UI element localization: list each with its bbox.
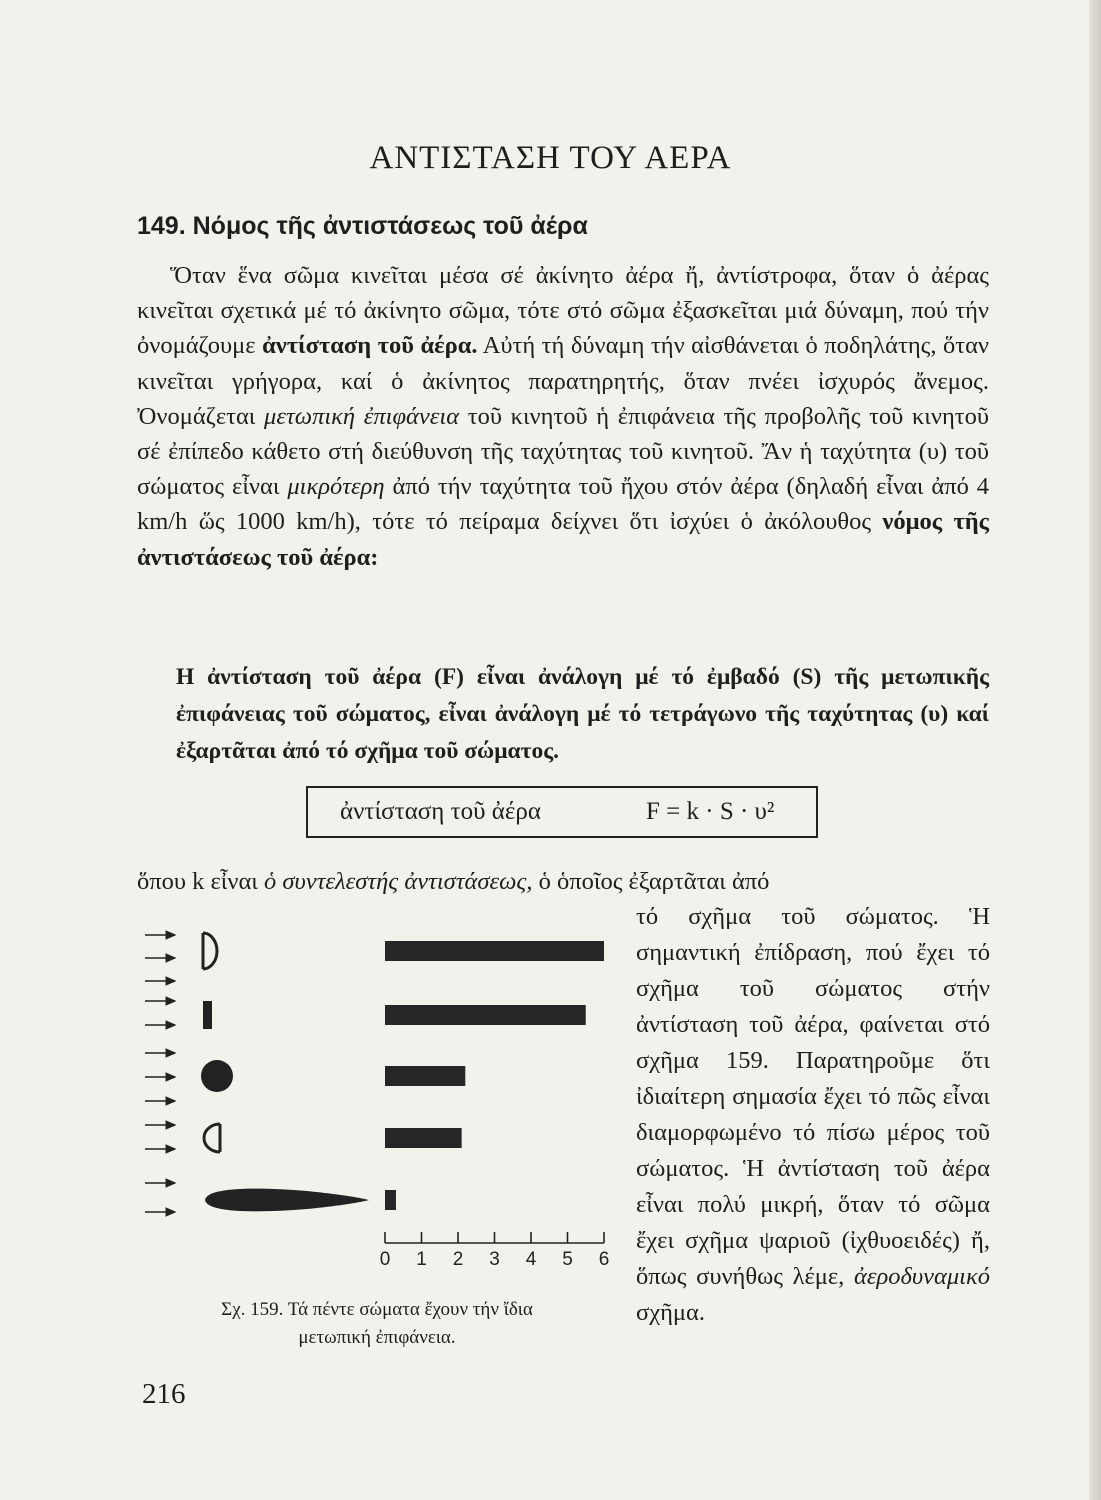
where-prefix: ὅπου k εἶναι	[137, 868, 258, 895]
term-law: νόμος τῆς ἀντιστάσεως τοῦ ἀέρα:	[137, 508, 989, 571]
shape-sphere	[201, 1060, 233, 1092]
figure-caption	[132, 1296, 622, 1352]
term-air-resistance: ἀντίσταση τοῦ ἀέρα.	[262, 332, 478, 360]
coefficient-line	[137, 864, 989, 899]
law-statement: Η ἀντίσταση τοῦ ἀέρα (F) εἶναι ἀνάλογη μέ τό ἐμβαδό (S) τῆς μετωπικῆς ἐπιφάνειας τοῦ σώματος, εἶναι ἀνάλογη μέ τό τετράγωνο τῆς ταχύτητας (υ) καί ἐξαρτᾶται ἀπό τό σχῆμα τοῦ σώματος.	[176, 664, 989, 764]
airflow-arrows	[145, 935, 175, 1212]
text-p4: ἀπό τήν ταχύτητα τοῦ ἤχου στόν ἀέρα (δηλαδή εἶναι ἀπό 4 km/h ὥς 1000 km/h), τότε τό πείραμα δείχνει ὅτι ἰσχύει ὁ ἀκόλουθος	[137, 473, 990, 536]
formula-equation: F = k · S · υ²	[646, 798, 775, 825]
text-p2: Αὐτή τή δύναμη τήν αἰσθάνεται ὁ ποδηλάτης, ὅταν κινεῖται γρήγορα, καί ὁ ἀκίνητος παρατηρητής, ὅταν πνέει ἰσχυρός ἄνεμος. Ὀνομάζεται	[137, 332, 989, 430]
scale-label: 6	[598, 1249, 610, 1270]
page-title: ΑΝΤΙΣΤΑΣΗ ΤΟΥ ΑΕΡΑ	[369, 140, 732, 176]
scale-label: 2	[452, 1249, 464, 1270]
figure-svg	[137, 925, 622, 1275]
caption-line-2: μετωπική ἐπιφάνεια.	[298, 1327, 456, 1348]
resistance-bar-half-disk-front	[385, 941, 604, 961]
scale-label: 4	[525, 1249, 537, 1270]
resistance-bar-sphere	[385, 1066, 465, 1086]
where-suffix: ὁ ὁποῖος ἐξαρτᾶται ἀπό	[538, 868, 770, 895]
shape-streamlined	[205, 1189, 369, 1212]
scale-label: 0	[379, 1249, 391, 1270]
resistance-bar-streamlined	[385, 1190, 396, 1210]
text-p3: τοῦ κινητοῦ ἡ ἐπιφάνεια τῆς προβολῆς τοῦ κινητοῦ σέ ἐπίπεδο κάθετο στή διεύθυνση τῆς ταχύτητας τοῦ κινητοῦ. Ἄν ἡ ταχύτητα (υ) τοῦ σώματος εἶναι	[137, 402, 990, 501]
formula-box	[306, 786, 818, 838]
scale-axis	[380, 1232, 610, 1270]
intro-paragraph	[137, 258, 989, 575]
resistance-bars	[385, 941, 604, 1210]
page-edge-shadow	[1089, 0, 1101, 1500]
section-title: Νόμος τῆς ἀντιστάσεως τοῦ ἀέρα	[192, 212, 588, 240]
figure-159	[137, 925, 622, 1275]
scale-label: 3	[489, 1249, 500, 1270]
where-italic: ὁ συντελεστής ἀντιστάσεως,	[264, 868, 533, 895]
scale-label: 5	[562, 1249, 573, 1270]
scale-label: 1	[416, 1249, 427, 1270]
shape-half-disk-front	[203, 933, 217, 969]
section-heading	[137, 212, 588, 241]
section-number: 149.	[137, 212, 186, 240]
shape-flat-plate	[203, 1001, 212, 1029]
term-frontal-surface: μετωπική ἐπιφάνεια	[264, 402, 460, 430]
page-number: 216	[142, 1378, 186, 1410]
rc-text2: σχῆμα.	[636, 1299, 705, 1326]
formula-label: ἀντίσταση τοῦ ἀέρα	[340, 798, 541, 825]
text-p1: Ὅταν ἕνα σῶμα κινεῖται μέσα σέ ἀκίνητο ἀέρα ἤ, ἀντίστροφα, ὅταν ὁ ἀέρας κινεῖται σχετικά μέ τό ἀκίνητο σῶμα, τότε στό σῶμα ἐξασκεῖται μιά δύναμη, πού τήν ὀνομάζουμε	[137, 262, 989, 360]
term-smaller: μικρότερη	[287, 473, 385, 501]
rc-text1: τό σχῆμα τοῦ σώματος. Ἡ σημαντική ἐπίδραση, πού ἔχει τό σχῆμα τοῦ σώματος στήν ἀντίσταση τοῦ ἀέρα, φαίνεται στό σχῆμα 159. Παρατηροῦμε ὅτι ἰδιαίτερη σημασία ἔχει τό πῶς εἶναι διαμορφωμένο τό πίσω μέρος τοῦ σώματος. Ἡ ἀντίσταση τοῦ ἀέρα εἶναι πολύ μικρή, ὅταν τό σῶμα ἔχει σχῆμα ψαριοῦ (ἰχθυοειδές) ἤ, ὅπως συνήθως λέμε,	[636, 903, 990, 1290]
right-column-text	[636, 899, 990, 1331]
shape-half-disk-back	[204, 1124, 220, 1152]
rc-italic: ἀεροδυναμικό	[853, 1263, 990, 1290]
caption-line-1: Σχ. 159. Τά πέντε σώματα ἔχουν τήν ἴδια	[221, 1299, 533, 1320]
resistance-bar-half-disk-back	[385, 1128, 462, 1148]
resistance-bar-flat-plate	[385, 1005, 586, 1025]
